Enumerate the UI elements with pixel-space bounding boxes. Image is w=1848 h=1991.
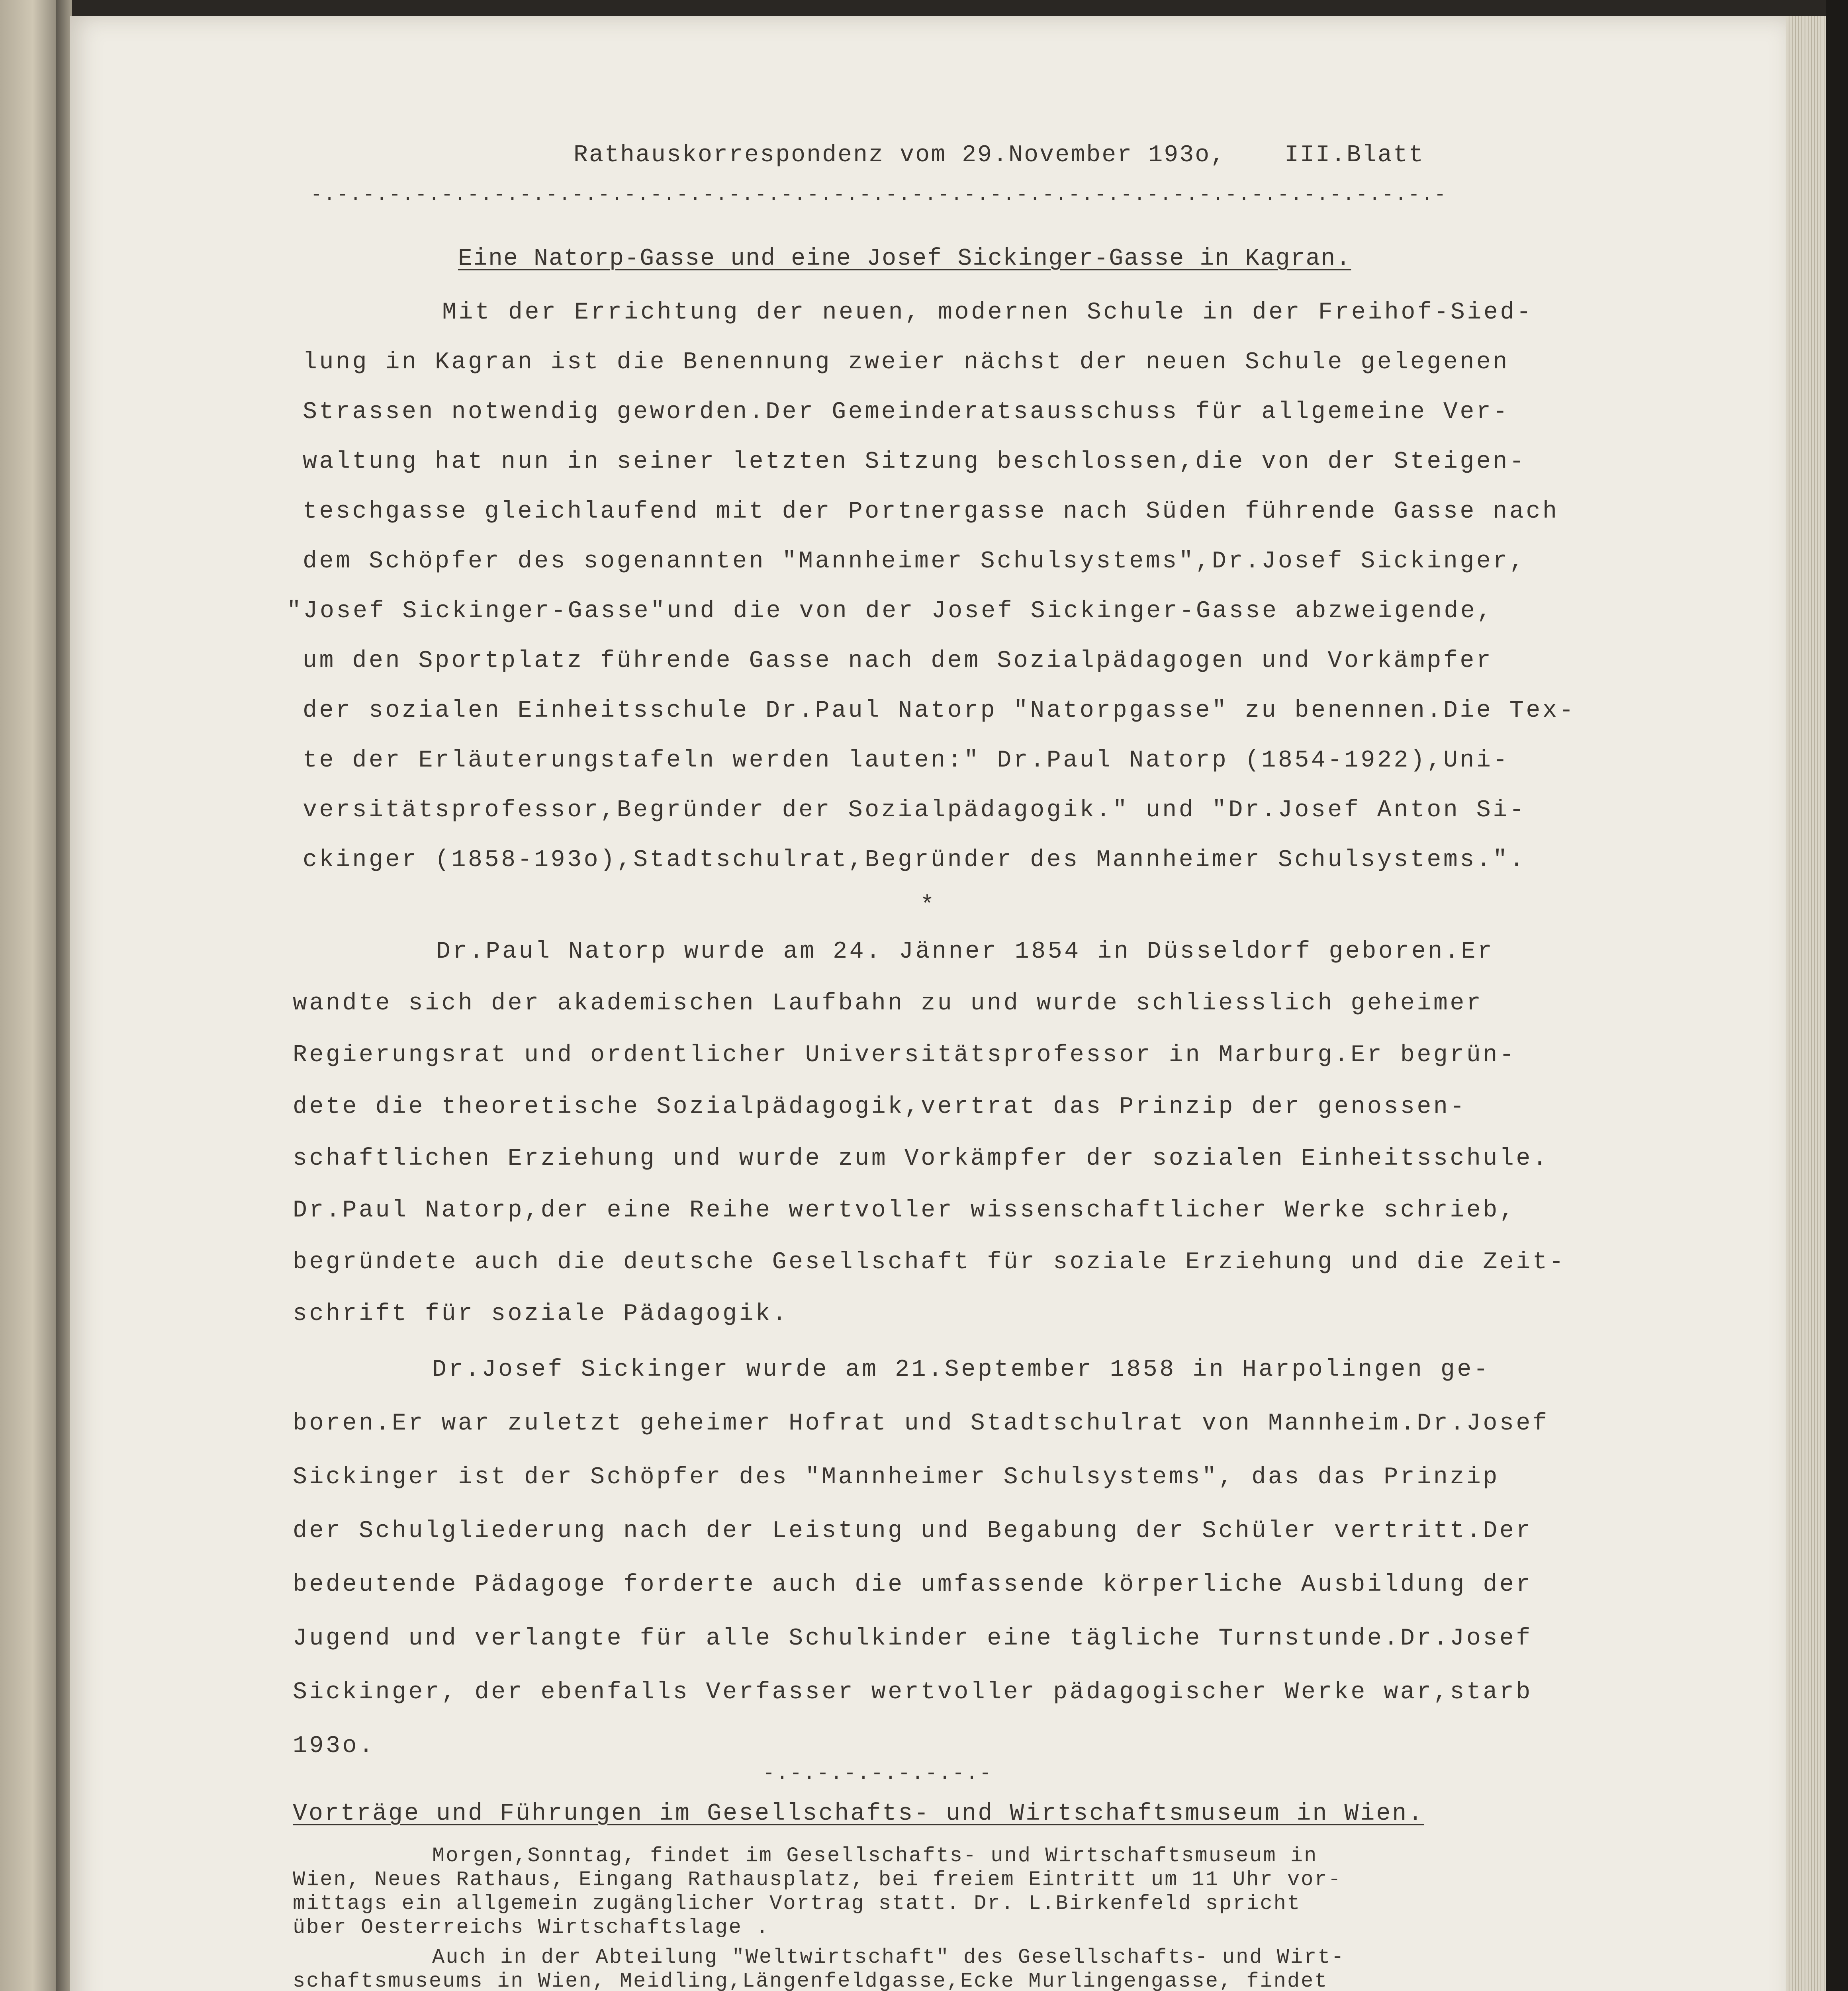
text-line: dem Schöpfer des sogenannten "Mannheimer Schulsystems",Dr.Josef Sickinger,: [303, 548, 1526, 575]
text-line: schaftsmuseums in Wien, Meidling,Längenfeldgasse,Ecke Murlingengasse, findet: [293, 1969, 1328, 1991]
article-title-museum: Vorträge und Führungen im Gesellschafts- und Wirtschaftsmuseum in Wien.: [293, 1800, 1424, 1827]
text-line: Regierungsrat und ordentlicher Universitätsprofessor in Marburg.Er begrün-: [293, 1042, 1516, 1069]
text-line: über Oesterreichs Wirtschaftslage .: [293, 1916, 770, 1939]
text-line: Dr.Josef Sickinger wurde am 21.September 1858 in Harpolingen ge-: [432, 1356, 1490, 1383]
page-edge-stack: [1786, 16, 1826, 1991]
text-line: wandte sich der akademischen Laufbahn zu und wurde schliesslich geheimer: [293, 990, 1483, 1017]
text-line: "Josef Sickinger-Gasse"und die von der Josef Sickinger-Gasse abzweigende,: [287, 598, 1494, 625]
book-gutter: [56, 0, 72, 1991]
text-line: Jugend und verlangte für alle Schulkinder eine tägliche Turnstunde.Dr.Josef: [293, 1625, 1533, 1652]
text-line: te der Erläuterungstafeln werden lauten:" Dr.Paul Natorp (1854-1922),Uni-: [303, 747, 1509, 774]
text-line: Dr.Paul Natorp,der eine Reihe wertvoller wissenschaftlicher Werke schrieb,: [293, 1197, 1516, 1224]
text-line: der sozialen Einheitsschule Dr.Paul Natorp "Natorpgasse" zu benennen.Die Tex-: [303, 697, 1576, 724]
text-line: teschgasse gleichlaufend mit der Portnergasse nach Süden führende Gasse nach: [303, 498, 1559, 525]
text-line: Dr.Paul Natorp wurde am 24. Jänner 1854 in Düsseldorf geboren.Er: [436, 938, 1494, 965]
text-line: Strassen notwendig geworden.Der Gemeinderatsausschuss für allgemeine Ver-: [303, 399, 1509, 426]
text-line: 193o.: [293, 1733, 376, 1760]
text-line: der Schulgliederung nach der Leistung und Begabung der Schüler vertritt.Der: [293, 1518, 1533, 1545]
text-line: lung in Kagran ist die Benennung zweier nächst der neuen Schule gelegenen: [303, 349, 1509, 376]
section-asterisk: *: [920, 892, 935, 919]
text-line: schaftlichen Erziehung und wurde zum Vorkämpfer der sozialen Einheitsschule.: [293, 1145, 1549, 1172]
text-line: waltung hat nun in seiner letzten Sitzung beschlossen,die von der Steigen-: [303, 448, 1526, 475]
header-line: Rathauskorrespondenz vom 29.November 193o,: [574, 142, 1226, 169]
left-page-edge: [0, 0, 60, 1991]
text-line: Morgen,Sonntag, findet im Gesellschafts- und Wirtschaftsmuseum in: [432, 1844, 1318, 1868]
header-rule: -.-.-.-.-.-.-.-.-.-.-.-.-.-.-.-.-.-.-.-.-.-.-.-.-.-.-.-.-.-.-.-.-.-.-.-.-.-.-.-.-.-.-.-: [311, 184, 1448, 206]
text-line: versitätsprofessor,Begründer der Sozialpädagogik." und "Dr.Josef Anton Si-: [303, 797, 1526, 824]
text-line: schrift für soziale Pädagogik.: [293, 1301, 789, 1328]
separator: -.-.-.-.-.-.-.-.-: [763, 1762, 993, 1785]
text-line: begründete auch die deutsche Gesellschaft für soziale Erziehung und die Zeit-: [293, 1249, 1566, 1276]
text-line: mittags ein allgemein zugänglicher Vortrag statt. Dr. L.Birkenfeld spricht: [293, 1892, 1301, 1915]
background-edge: [1826, 0, 1848, 1991]
text-line: Wien, Neues Rathaus, Eingang Rathausplatz, bei freiem Eintritt um 11 Uhr vor-: [293, 1868, 1342, 1891]
article-title-natorp-sickinger: Eine Natorp-Gasse und eine Josef Sickinger-Gasse in Kagran.: [458, 245, 1351, 272]
text-line: ckinger (1858-193o),Stadtschulrat,Begründer des Mannheimer Schulsystems.".: [303, 847, 1526, 874]
text-line: boren.Er war zuletzt geheimer Hofrat und Stadtschulrat von Mannheim.Dr.Josef: [293, 1410, 1549, 1437]
text-line: Auch in der Abteilung "Weltwirtschaft" des Gesellschafts- und Wirt-: [432, 1946, 1345, 1969]
text-line: Sickinger, der ebenfalls Verfasser wertvoller pädagogischer Werke war,starb: [293, 1679, 1533, 1706]
text-line: Mit der Errichtung der neuen, modernen Schule in der Freihof-Sied-: [442, 299, 1533, 326]
text-line: um den Sportplatz führende Gasse nach dem Sozialpädagogen und Vorkämpfer: [303, 647, 1493, 675]
text-line: Sickinger ist der Schöpfer des "Mannheimer Schulsystems", das das Prinzip: [293, 1464, 1500, 1491]
text-line: dete die theoretische Sozialpädagogik,vertrat das Prinzip der genossen-: [293, 1093, 1466, 1121]
sheet-number: III.Blatt: [1284, 142, 1425, 169]
text-line: bedeutende Pädagoge forderte auch die umfassende körperliche Ausbildung der: [293, 1571, 1533, 1598]
